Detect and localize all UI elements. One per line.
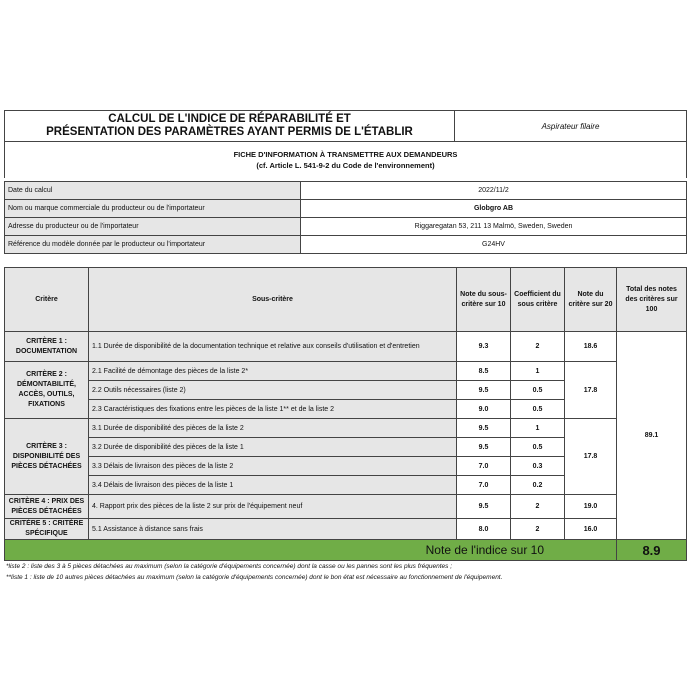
product-type: Aspirateur filaire: [455, 111, 687, 142]
subcriterion-coef: 2: [511, 332, 565, 362]
subcriterion-note: 9.3: [457, 332, 511, 362]
final-score-value: 8.9: [617, 540, 687, 561]
header-sous-critere: Sous-critère: [89, 268, 457, 332]
final-score-label: Note de l'indice sur 10: [5, 540, 617, 561]
subcriterion-coef: 0.5: [511, 381, 565, 400]
info-row: [5, 200, 687, 218]
subcriterion-coef: 0.3: [511, 457, 565, 476]
subcriterion-note: 7.0: [457, 457, 511, 476]
subcriterion-note: 9.5: [457, 495, 511, 519]
info-label: Nom ou marque commerciale du producteur ou de l'importateur: [5, 200, 301, 218]
subcriterion-note: 8.5: [457, 362, 511, 381]
criterion-2-name: CRITÈRE 2 : DÉMONTABILITÉ, ACCÈS, OUTILS, FIXATIONS: [5, 362, 89, 419]
subcriterion-label: 3.3 Délais de livraison des pièces de la liste 2: [89, 457, 457, 476]
subcriterion-note: 9.0: [457, 400, 511, 419]
subcriterion-coef: 1: [511, 362, 565, 381]
subcriterion-label: 5.1 Assistance à distance sans frais: [89, 519, 457, 540]
subcriterion-coef: 0.2: [511, 476, 565, 495]
header-total: Total des notes des critères sur 100: [617, 268, 687, 332]
subcriterion-note: 7.0: [457, 476, 511, 495]
header-coef: Coefficient du sous critère: [511, 268, 565, 332]
subcriterion-label: 3.2 Durée de disponibilité des pièces de la liste 1: [89, 438, 457, 457]
title-line-2: PRÉSENTATION DES PARAMÈTRES AYANT PERMIS DE L'ÉTABLIR: [46, 126, 413, 138]
sheet-title: [5, 142, 687, 178]
info-value: G24HV: [301, 236, 687, 254]
subcriterion-label: 1.1 Durée de disponibilité de la documentation technique et relative aux conseils d'utilisation et d'entretien: [89, 332, 457, 362]
criterion-1-name: CRITÈRE 1 : DOCUMENTATION: [5, 332, 89, 362]
table-row: [5, 332, 687, 362]
sheet-line-2: (cf. Article L. 541-9-2 du Code de l'environnement): [256, 160, 435, 170]
header-note10: Note du sous-critère sur 10: [457, 268, 511, 332]
info-row: [5, 218, 687, 236]
info-value: Riggaregatan 53, 211 13 Malmö, Sweden, Sweden: [301, 218, 687, 236]
subcriterion-label: 2.1 Facilité de démontage des pièces de la liste 2*: [89, 362, 457, 381]
subcriterion-label: 3.4 Délais de livraison des pièces de la liste 1: [89, 476, 457, 495]
index-title: [5, 111, 455, 142]
header-critere: Critère: [5, 268, 89, 332]
criterion-3-name: CRITÈRE 3 : DISPONIBILITÉ DES PIÈCES DÉTACHÉES: [5, 419, 89, 495]
criterion-2-note20: 17.8: [565, 362, 617, 419]
table-row: [5, 495, 687, 519]
subcriterion-note: 9.5: [457, 381, 511, 400]
info-value: Globgro AB: [301, 200, 687, 218]
table-row: [5, 419, 687, 438]
subcriterion-coef: 1: [511, 419, 565, 438]
info-table: [4, 181, 687, 254]
criterion-3-note20: 17.8: [565, 419, 617, 495]
subcriterion-coef: 2: [511, 519, 565, 540]
subcriterion-label: 4. Rapport prix des pièces de la liste 2 sur prix de l'équipement neuf: [89, 495, 457, 519]
header-note20: Note du critère sur 20: [565, 268, 617, 332]
total-100: 89.1: [617, 332, 687, 540]
criterion-4-name: CRITÈRE 4 : PRIX DES PIÈCES DÉTACHÉES: [5, 495, 89, 519]
subcriterion-label: 3.1 Durée de disponibilité des pièces de la liste 2: [89, 419, 457, 438]
criterion-5-name: CRITÈRE 5 : CRITÈRE SPÉCIFIQUE: [5, 519, 89, 540]
criterion-4-note20: 19.0: [565, 495, 617, 519]
footnote-2: **liste 1 : liste de 10 autres pièces détachées au maximum (selon la catégorie d'équipements concernée) dont le bon état est nécessaire au fonctionnement de l'équipement.: [6, 574, 503, 581]
final-score-row: [5, 540, 687, 561]
info-row: [5, 182, 687, 200]
info-value: 2022/11/2: [301, 182, 687, 200]
subcriterion-note: 9.5: [457, 419, 511, 438]
criteria-table: [4, 267, 687, 561]
subcriterion-label: 2.3 Caractéristiques des fixations entre les pièces de la liste 1** et de la liste 2: [89, 400, 457, 419]
footnote-1: *liste 2 : liste des 3 à 5 pièces détachées au maximum (selon la catégorie d'équipements concernée) dont la casse ou les pannes sont les plus fréquentes ;: [6, 563, 453, 570]
subcriterion-note: 8.0: [457, 519, 511, 540]
table-row: [5, 519, 687, 540]
info-label: Date du calcul: [5, 182, 301, 200]
table-row: [5, 362, 687, 381]
subcriterion-coef: 0.5: [511, 400, 565, 419]
sheet-line-1: FICHE D'INFORMATION À TRANSMETTRE AUX DEMANDEURS: [233, 149, 458, 159]
subcriterion-note: 9.5: [457, 438, 511, 457]
criterion-5-note20: 16.0: [565, 519, 617, 540]
criteria-header-row: [5, 268, 687, 332]
subcriterion-coef: 0.5: [511, 438, 565, 457]
info-label: Référence du modèle donnée par le producteur ou l'importateur: [5, 236, 301, 254]
criterion-1-note20: 18.6: [565, 332, 617, 362]
title-line-1: CALCUL DE L'INDICE DE RÉPARABILITÉ ET: [108, 113, 351, 125]
subcriterion-label: 2.2 Outils nécessaires (liste 2): [89, 381, 457, 400]
info-row: [5, 236, 687, 254]
subcriterion-coef: 2: [511, 495, 565, 519]
info-label: Adresse du producteur ou de l'importateur: [5, 218, 301, 236]
header-table: [4, 110, 687, 178]
